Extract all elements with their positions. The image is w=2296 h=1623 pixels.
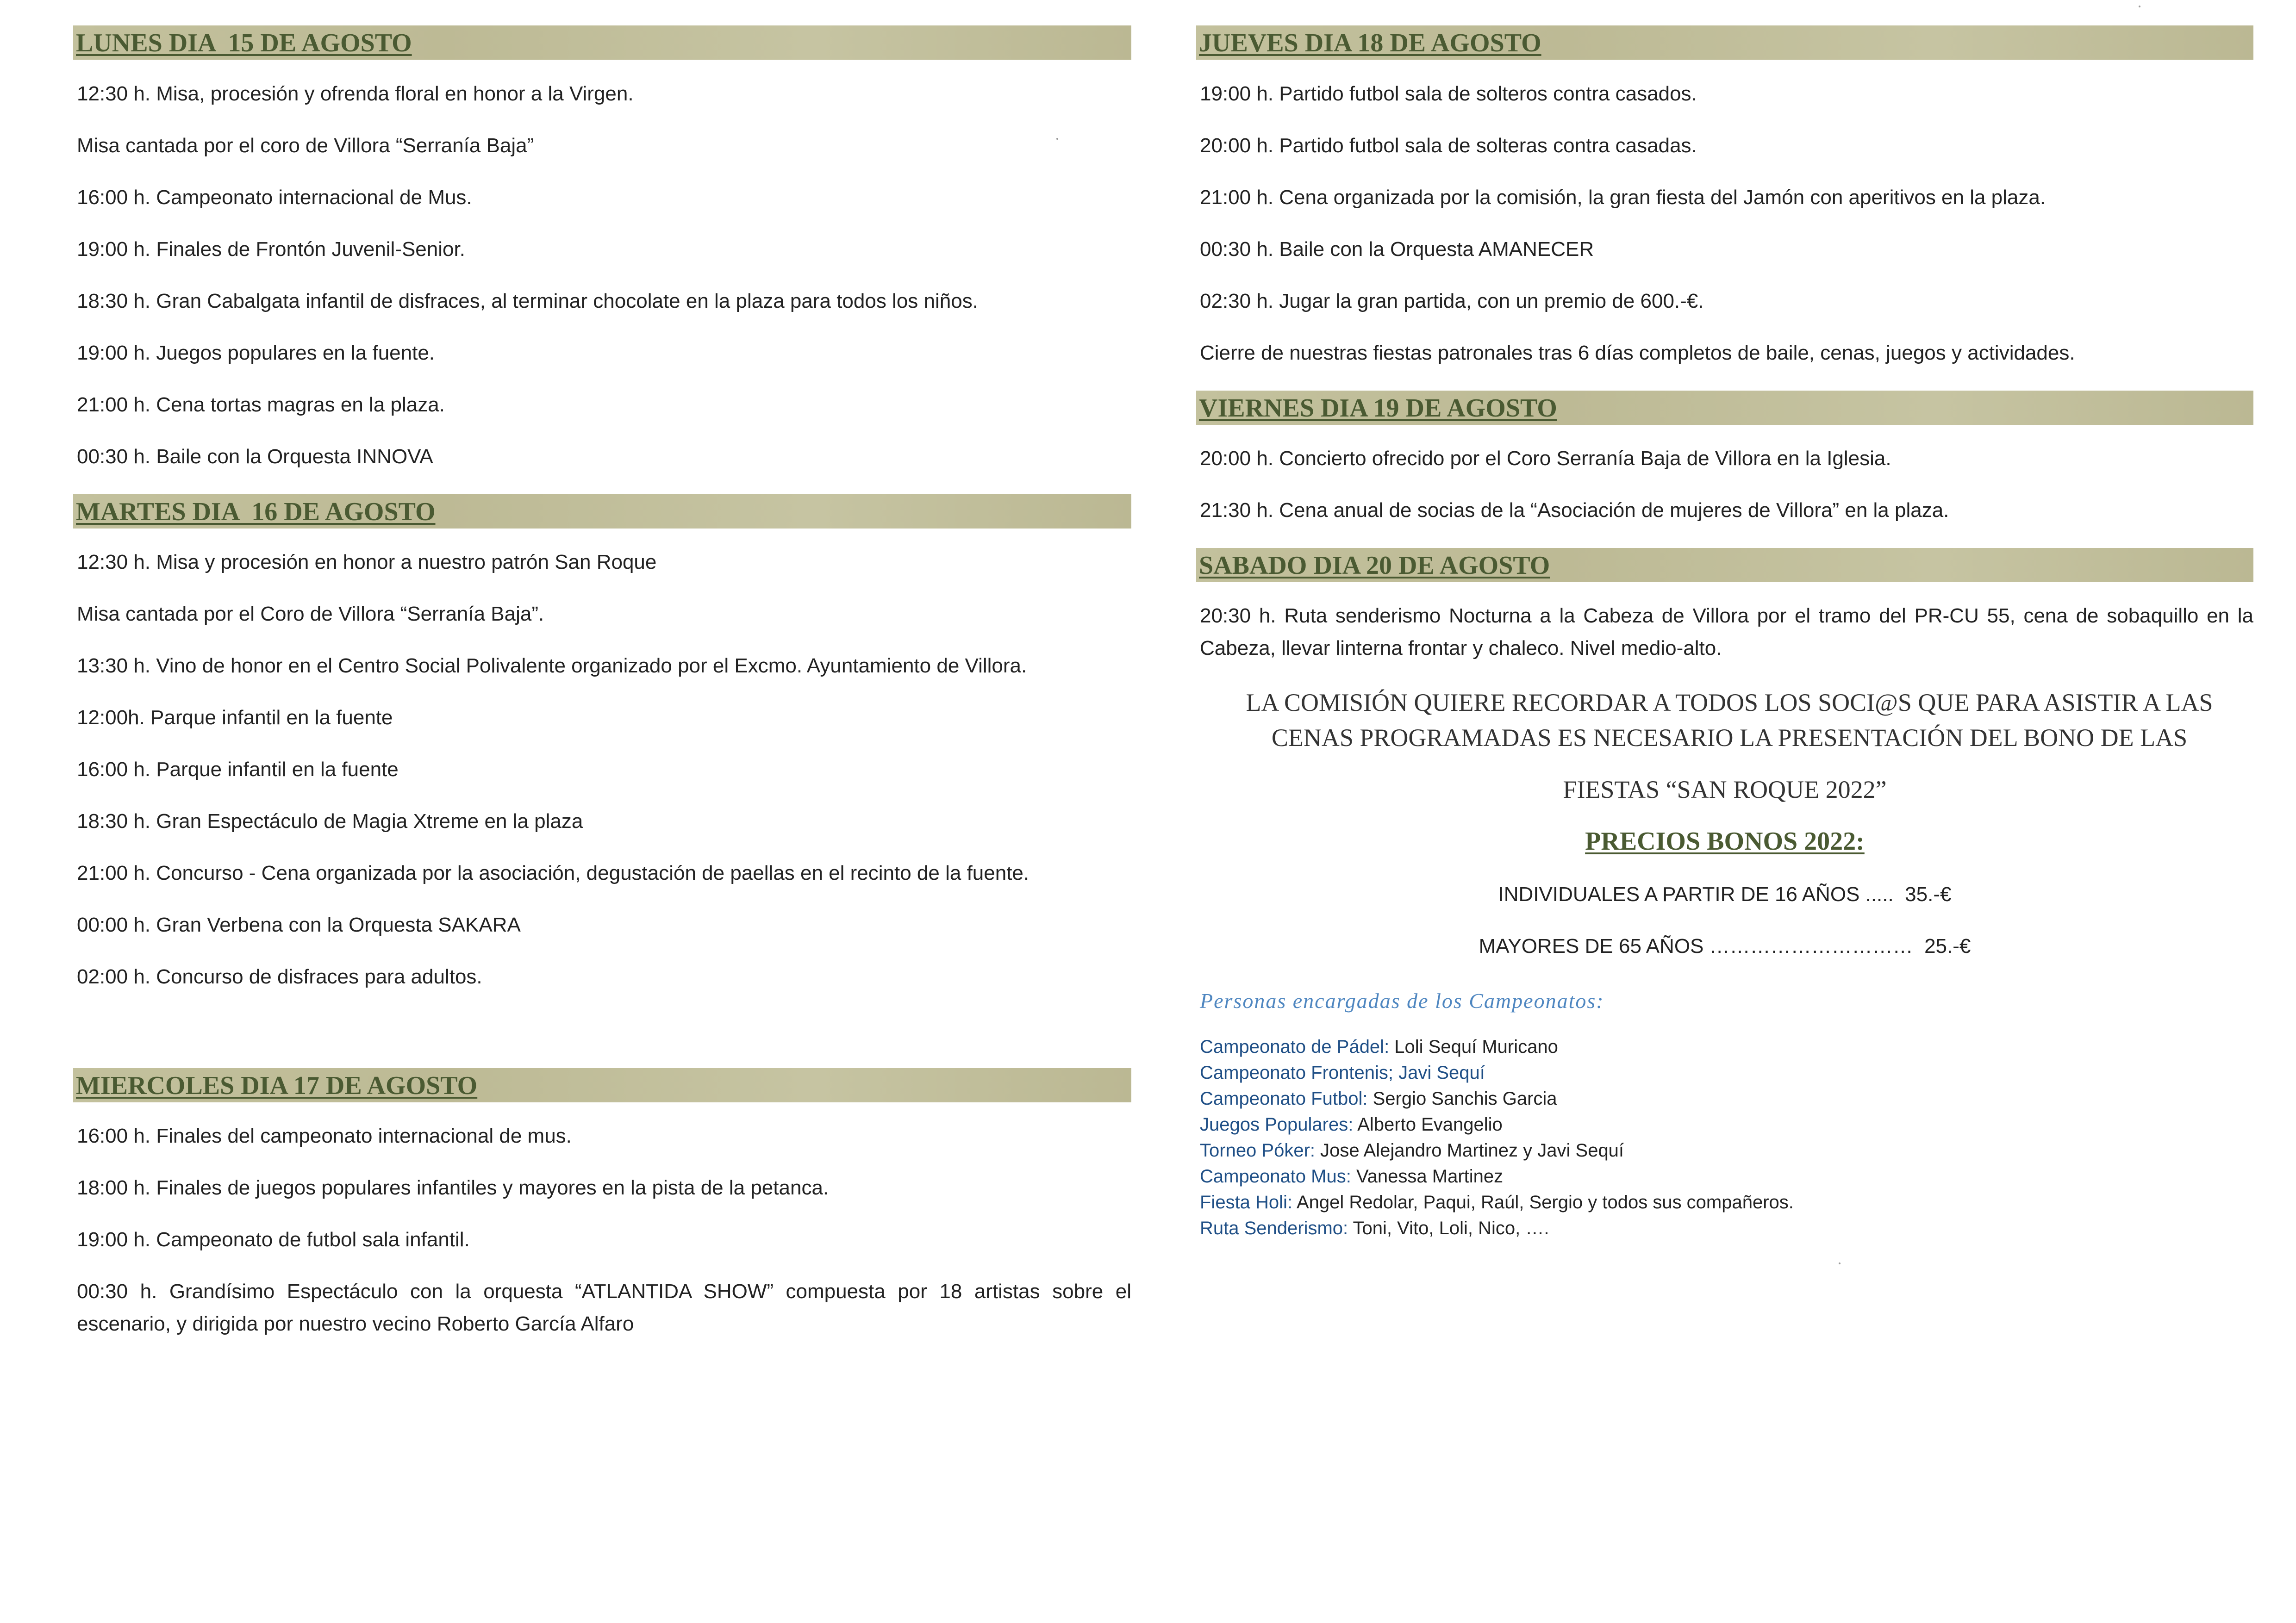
responsable-label: Campeonato de Pádel: bbox=[1200, 1037, 1390, 1057]
responsable-value: Vanessa Martinez bbox=[1351, 1166, 1504, 1187]
schedule-item: 00:30 h. Baile con la Orquesta AMANECER bbox=[1200, 238, 1594, 261]
bono-notice: LA COMISIÓN QUIERE RECORDAR A TODOS LOS SOCI@S QUE PARA ASISTIR A LAS CENAS PROGRAMADAS ES NECESARIO LA PRESENTACIÓN DEL BONO DE LAS bbox=[1246, 689, 2213, 752]
day-header-viernes-title: VIERNES DIA 19 DE AGOSTO bbox=[1199, 394, 1557, 423]
responsable-row bbox=[1200, 1163, 2253, 1189]
schedule-item: 02:30 h. Jugar la gran partida, con un premio de 600.-€. bbox=[1200, 290, 1704, 312]
schedule-item: 19:00 h. Finales de Frontón Juvenil-Senior. bbox=[77, 238, 465, 261]
schedule-item: 12:00h. Parque infantil en la fuente bbox=[77, 706, 393, 729]
day-header-sabado bbox=[1196, 548, 2253, 582]
schedule-item: 18:00 h. Finales de juegos populares infantiles y mayores en la pista de la petanca. bbox=[77, 1176, 829, 1199]
schedule-item: 02:00 h. Concurso de disfraces para adultos. bbox=[77, 965, 482, 988]
schedule-item: Misa cantada por el Coro de Villora “Serranía Baja”. bbox=[77, 603, 544, 625]
schedule-item: 16:00 h. Campeonato internacional de Mus. bbox=[77, 186, 472, 209]
responsable-value: Toni, Vito, Loli, Nico, …. bbox=[1348, 1218, 1549, 1238]
day-header-martes bbox=[73, 494, 1131, 529]
precios-title: PRECIOS BONOS 2022: bbox=[1585, 827, 1865, 856]
responsable-label: Campeonato Futbol: bbox=[1200, 1088, 1368, 1109]
scan-speck bbox=[1056, 138, 1058, 140]
schedule-item: 21:00 h. Concurso - Cena organizada por la asociación, degustación de paellas en el recinto de la fuente. bbox=[77, 862, 1029, 884]
schedule-item: 00:00 h. Gran Verbena con la Orquesta SAKARA bbox=[77, 914, 521, 936]
day-header-jueves-title: JUEVES DIA 18 DE AGOSTO bbox=[1199, 29, 1541, 57]
responsable-row bbox=[1200, 1060, 2253, 1086]
responsable-label: Ruta Senderismo: bbox=[1200, 1218, 1348, 1238]
responsable-label: Campeonato Frontenis; Javi Sequí bbox=[1200, 1063, 1485, 1083]
price-row-mayores: MAYORES DE 65 AÑOS ………………………… 25.-€ bbox=[1479, 935, 1971, 958]
schedule-item: Misa cantada por el coro de Villora “Serranía Baja” bbox=[77, 134, 534, 157]
responsable-row bbox=[1200, 1034, 2253, 1060]
day-header-lunes bbox=[73, 25, 1131, 60]
responsable-value: Jose Alejandro Martinez y Javi Sequí bbox=[1315, 1140, 1624, 1161]
schedule-item: 18:30 h. Gran Cabalgata infantil de disfraces, al terminar chocolate en la plaza para todos los niños. bbox=[77, 290, 978, 312]
scan-speck bbox=[2139, 6, 2140, 7]
responsable-row bbox=[1200, 1138, 2253, 1163]
schedule-item: Cierre de nuestras fiestas patronales tras 6 días completos de baile, cenas, juegos y actividades. bbox=[1200, 342, 2075, 364]
day-header-martes-title: MARTES DIA 16 DE AGOSTO bbox=[76, 497, 436, 526]
day-header-lunes-title: LUNES DIA 15 DE AGOSTO bbox=[76, 29, 412, 57]
schedule-item: 12:30 h. Misa, procesión y ofrenda floral en honor a la Virgen. bbox=[77, 82, 634, 105]
responsable-value: Sergio Sanchis Garcia bbox=[1367, 1088, 1557, 1109]
schedule-item: 21:30 h. Cena anual de socias de la “Asociación de mujeres de Villora” en la plaza. bbox=[1200, 499, 1949, 522]
day-header-miercoles-title: MIERCOLES DIA 17 DE AGOSTO bbox=[76, 1071, 478, 1100]
schedule-item: 21:00 h. Cena organizada por la comisión, la gran fiesta del Jamón con aperitivos en la plaza. bbox=[1200, 186, 2046, 209]
bono-notice-title: FIESTAS “SAN ROQUE 2022” bbox=[1563, 776, 1887, 803]
schedule-item: 00:30 h. Grandísimo Espectáculo con la orquesta “ATLANTIDA SHOW” compuesta por 18 artistas sobre el escenario, y dirigida por nuestro vecino Roberto García Alfaro bbox=[77, 1280, 1131, 1335]
schedule-item: 19:00 h. Campeonato de futbol sala infantil. bbox=[77, 1228, 470, 1251]
responsables-heading: Personas encargadas de los Campeonatos: bbox=[1200, 989, 1604, 1013]
responsable-label: Torneo Póker: bbox=[1200, 1140, 1316, 1161]
schedule-item: 19:00 h. Juegos populares en la fuente. bbox=[77, 342, 435, 364]
responsable-row bbox=[1200, 1112, 2253, 1138]
responsable-value: Angel Redolar, Paqui, Raúl, Sergio y todos sus compañeros. bbox=[1292, 1192, 1794, 1213]
responsable-value: Loli Sequí Muricano bbox=[1389, 1037, 1558, 1057]
schedule-item: 20:00 h. Partido futbol sala de solteras contra casadas. bbox=[1200, 134, 1697, 157]
schedule-item: 20:00 h. Concierto ofrecido por el Coro Serranía Baja de Villora en la Iglesia. bbox=[1200, 447, 1891, 470]
schedule-item: 13:30 h. Vino de honor en el Centro Social Polivalente organizado por el Excmo. Ayuntamiento de Villora. bbox=[77, 654, 1027, 677]
responsable-row bbox=[1200, 1086, 2253, 1112]
responsable-row bbox=[1200, 1215, 2253, 1241]
responsable-value: Alberto Evangelio bbox=[1353, 1114, 1503, 1135]
day-header-miercoles bbox=[73, 1068, 1131, 1102]
responsable-label: Juegos Populares: bbox=[1200, 1114, 1354, 1135]
day-header-sabado-title: SABADO DIA 20 DE AGOSTO bbox=[1199, 551, 1550, 580]
schedule-item: 21:00 h. Cena tortas magras en la plaza. bbox=[77, 393, 445, 416]
schedule-item: 16:00 h. Parque infantil en la fuente bbox=[77, 758, 399, 781]
responsable-row bbox=[1200, 1189, 2253, 1215]
responsable-label: Campeonato Mus: bbox=[1200, 1166, 1351, 1187]
schedule-item: 12:30 h. Misa y procesión en honor a nuestro patrón San Roque bbox=[77, 551, 657, 573]
day-header-viernes bbox=[1196, 391, 2253, 425]
price-row-individuales: INDIVIDUALES A PARTIR DE 16 AÑOS ..... 35.-€ bbox=[1498, 883, 1952, 906]
responsable-label: Fiesta Holi: bbox=[1200, 1192, 1293, 1213]
schedule-item: 19:00 h. Partido futbol sala de solteros contra casados. bbox=[1200, 82, 1697, 105]
schedule-item: 18:30 h. Gran Espectáculo de Magia Xtreme en la plaza bbox=[77, 810, 583, 833]
schedule-item: 20:30 h. Ruta senderismo Nocturna a la Cabeza de Villora por el tramo del PR-CU 55, cena de sobaquillo en la Cabeza, llevar linterna frontar y chaleco. Nivel medio-alto. bbox=[1200, 604, 2253, 659]
day-header-jueves bbox=[1196, 25, 2253, 60]
scan-speck bbox=[1839, 1262, 1841, 1264]
schedule-item: 00:30 h. Baile con la Orquesta INNOVA bbox=[77, 445, 433, 468]
schedule-item: 16:00 h. Finales del campeonato internacional de mus. bbox=[77, 1125, 572, 1147]
